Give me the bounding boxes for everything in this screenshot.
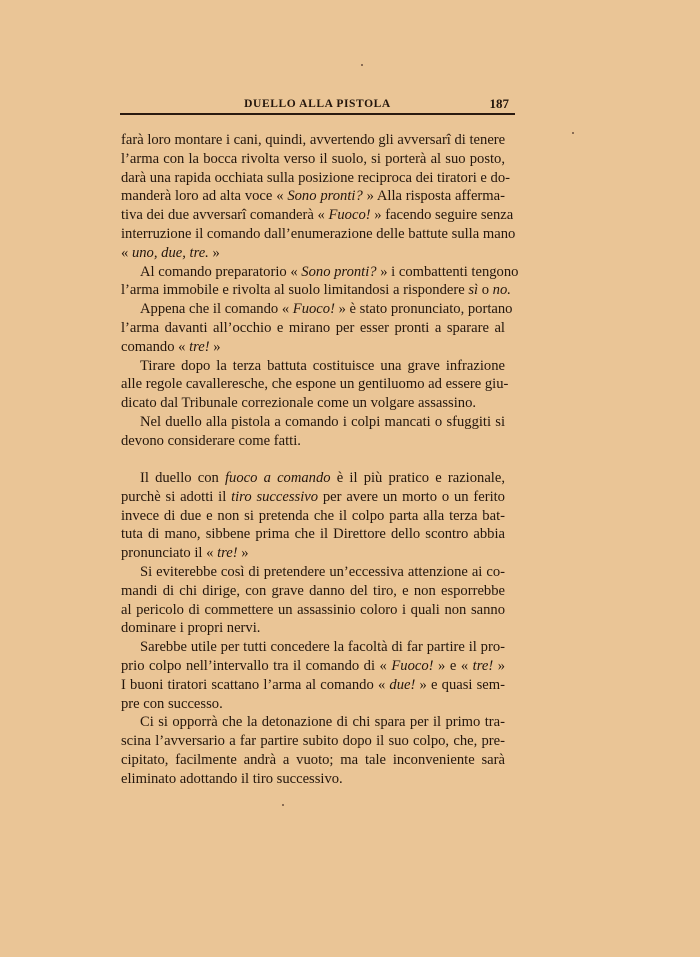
text-line: [121, 601, 505, 620]
text-run: pre con successo.: [121, 695, 223, 712]
text-run: » è stato pronunciato, portano: [334, 301, 513, 318]
text-run: darà una rapida occhiata sulla posizione reciproca dei tiratori e do-: [121, 169, 510, 186]
italic-text: tre!: [217, 545, 238, 562]
text-line: [121, 507, 505, 526]
text-run: manderà loro ad alta voce «: [121, 188, 288, 205]
text-line: [121, 582, 505, 601]
text-line: [121, 563, 505, 582]
text-run: o: [478, 282, 493, 299]
italic-text: no.: [492, 282, 511, 299]
text-line: [121, 169, 510, 188]
text-line: [121, 413, 505, 432]
text-line: [121, 713, 505, 732]
text-run: eliminato adottando il tiro successivo.: [121, 770, 343, 787]
text-run: alle regole cavalleresche, che espone un gentiluomo ad essere giu-: [121, 376, 509, 393]
text-run: devono considerare come fatti.: [121, 432, 301, 449]
text-line: [121, 488, 505, 507]
text-run: interruzione il comando dall’enumerazione delle battute sulla mano: [121, 225, 516, 242]
header-rule: [120, 113, 515, 115]
text-run: mandi di chi dirige, con grave danno del tiro, e non esporrebbe: [121, 582, 505, 599]
text-run: »: [208, 244, 220, 261]
text-line: [121, 225, 516, 244]
text-run: purchè si adotti il: [121, 488, 232, 505]
text-run: tiva dei due avversarî comanderà «: [121, 207, 329, 224]
text-line: [121, 525, 505, 544]
text-run: Si eviterebbe così di pretendere un’eccessiva attenzione ai co-: [140, 563, 505, 580]
text-run: cipitato, facilmente andrà a vuoto; ma tale inconveniente sarà: [121, 751, 505, 768]
scan-speck: [282, 804, 284, 806]
text-line: [121, 187, 505, 206]
text-run: »: [209, 338, 221, 355]
italic-text: tre!: [189, 338, 210, 355]
text-section-2: [121, 469, 505, 789]
italic-text: Fuoco!: [292, 301, 335, 318]
text-run: » Alla risposta afferma-: [362, 188, 505, 205]
text-line: [121, 638, 505, 657]
text-run: è il più pratico e razionale,: [330, 470, 505, 486]
italic-text: uno, due, tre.: [131, 244, 209, 261]
text-run: » e quasi sem-: [415, 676, 505, 693]
text-line: [121, 676, 505, 695]
text-line: [121, 394, 505, 413]
running-title: DUELLO ALLA PISTOLA: [244, 98, 391, 110]
scan-speck: [572, 132, 574, 134]
text-line: [121, 357, 505, 376]
italic-text: Sono pronti?: [301, 263, 377, 280]
text-run: »: [237, 545, 249, 562]
text-line: [121, 263, 519, 282]
text-line: [121, 751, 505, 770]
italic-text: fuoco a comando: [225, 470, 331, 486]
text-line: [121, 206, 514, 225]
text-run: dominare i propri nervi.: [121, 620, 261, 637]
text-line: [121, 732, 505, 751]
text-run: invece di due e non si pretenda che il colpo parta alla terza bat-: [121, 507, 505, 524]
text-run: tuta di mano, sibbene prima che il Direttore dello scontro abbia: [121, 526, 505, 543]
text-run: Il duello con: [140, 470, 225, 486]
text-line: [121, 338, 505, 357]
text-line: [121, 281, 511, 300]
scan-speck: [361, 64, 363, 66]
text-run: » e «: [433, 657, 473, 674]
italic-text: tiro successivo: [231, 488, 319, 505]
text-line: [121, 244, 505, 263]
text-run: farà loro montare i cani, quindi, avvertendo gli avversarî di tenere: [121, 132, 506, 148]
text-line: [121, 770, 505, 789]
text-run: »: [493, 657, 505, 674]
text-run: Nel duello alla pistola a comando i colpi mancati o sfuggiti si: [140, 413, 505, 430]
text-line: [121, 695, 505, 714]
text-line: [121, 619, 505, 638]
text-run: Tirare dopo la terza battuta costituisce una grave infrazione: [140, 357, 505, 374]
text-run: Al comando preparatorio «: [140, 263, 302, 280]
text-line: [121, 150, 505, 169]
text-line: [121, 131, 505, 150]
text-run: per avere un morto o un ferito: [318, 488, 505, 505]
text-line: [121, 469, 505, 488]
text-line: [121, 375, 509, 394]
text-run: prio colpo nell’intervallo tra il comando di «: [121, 657, 392, 674]
italic-text: tre!: [472, 657, 494, 674]
text-run: comando «: [121, 338, 190, 355]
text-run: Appena che il comando «: [140, 301, 293, 318]
text-run: » facendo seguire senza: [370, 207, 514, 224]
text-section-1: [121, 131, 519, 451]
page-number: 187: [489, 96, 509, 111]
text-run: Ci si opporrà che la detonazione di chi spara per il primo tra-: [140, 714, 505, 731]
text-run: » i combattenti tengono: [376, 263, 519, 280]
text-run: l’arma immobile e rivolta al suolo limitandosi a rispondere: [121, 282, 469, 299]
text-line: [121, 300, 513, 319]
text-run: I buoni tiratori scattano l’arma al comando «: [121, 676, 390, 693]
text-run: al pericolo di commettere un assassinio coloro i quali non sanno: [121, 601, 505, 618]
italic-text: Fuoco!: [328, 207, 371, 224]
text-line: [121, 432, 505, 451]
text-run: «: [121, 244, 132, 261]
text-run: dicato dal Tribunale correzionale come un volgare assassino.: [121, 395, 477, 412]
text-run: pronunciato il «: [121, 545, 218, 562]
italic-text: sì: [468, 282, 479, 299]
running-head: [120, 96, 515, 114]
italic-text: Fuoco!: [391, 657, 434, 674]
text-line: [121, 544, 505, 563]
italic-text: Sono pronti?: [287, 188, 363, 205]
text-run: l’arma con la bocca rivolta verso il suolo, si porterà al suo posto,: [121, 150, 505, 167]
text-line: [121, 657, 505, 676]
italic-text: due!: [389, 676, 416, 693]
text-run: scina l’avversario a far partire subito dopo il suo colpo, che, pre-: [121, 733, 505, 750]
text-line: [121, 319, 505, 338]
text-run: Sarebbe utile per tutti concedere la facoltà di far partire il pro-: [140, 639, 505, 656]
text-run: l’arma davanti all’occhio e mirano per esser pronti a sparare al: [121, 319, 505, 336]
